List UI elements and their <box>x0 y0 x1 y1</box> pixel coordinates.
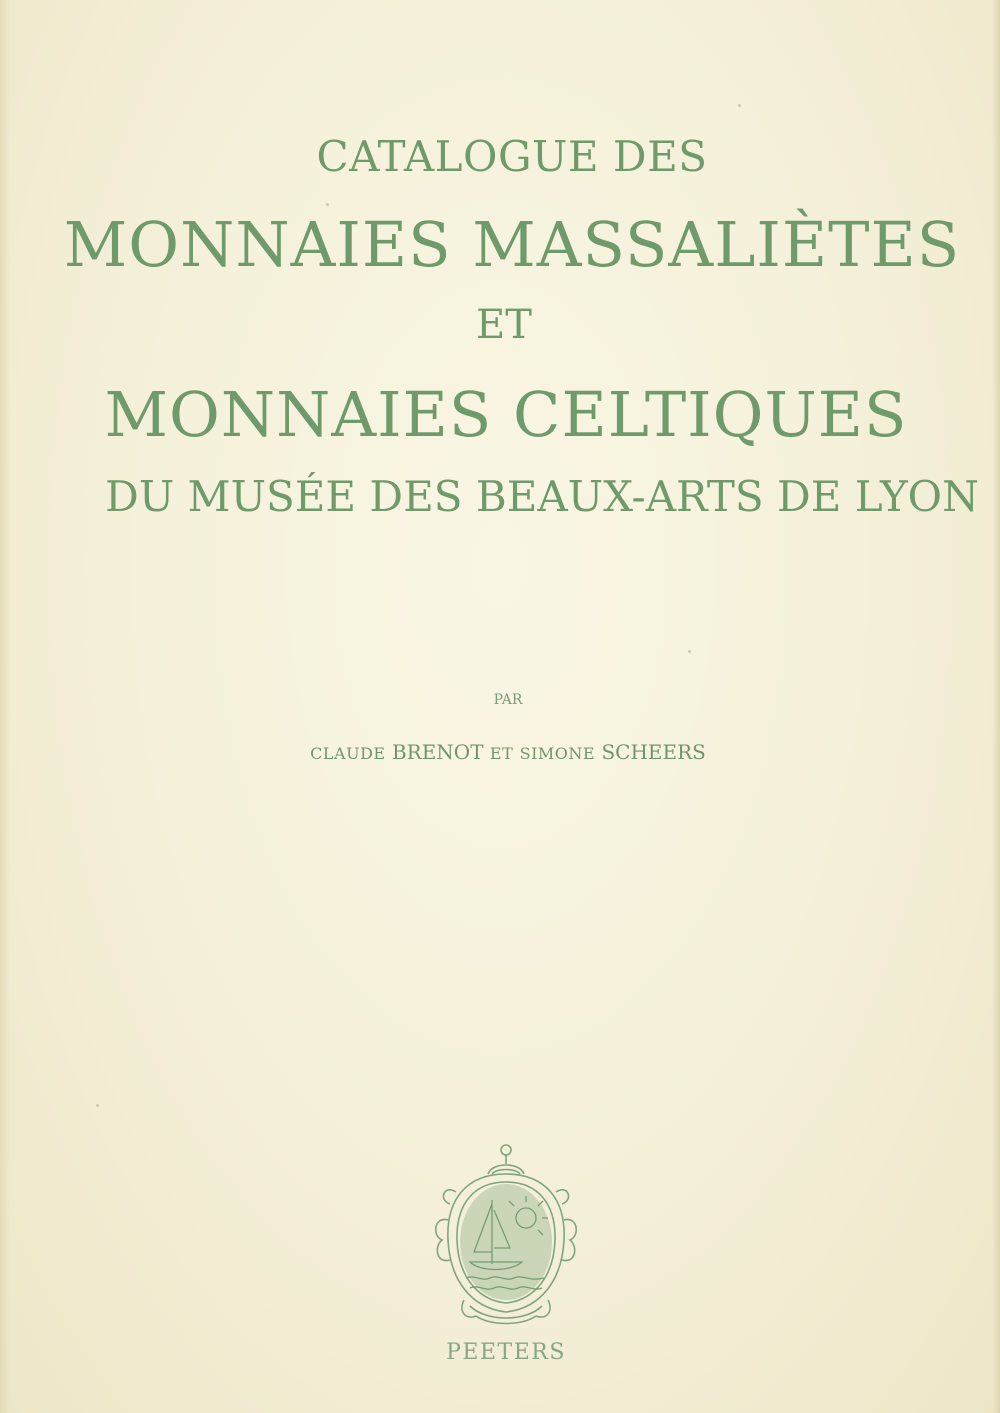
author2-first-name: SIMONE <box>519 744 596 763</box>
author1-first-name: CLAUDE <box>310 744 386 763</box>
title-line-massalietes: MONNAIES MASSALIÈTES <box>63 208 961 281</box>
publisher-name: PEETERS <box>446 1340 566 1365</box>
byline-conjunction: ET <box>489 744 514 763</box>
publisher-emblem-icon <box>426 1140 586 1330</box>
title-line-musee: DU MUSÉE DES BEAUX-ARTS DE LYON <box>105 472 979 521</box>
paper-speck <box>688 650 691 653</box>
byline-par: PAR <box>493 692 523 708</box>
title-line-et: ET <box>476 302 532 348</box>
paper-speck <box>96 1104 99 1107</box>
title-line-celtiques: MONNAIES CELTIQUES <box>104 378 908 451</box>
paper-speck <box>738 104 741 107</box>
title-line-catalogue: CATALOGUE DES <box>316 132 708 181</box>
paper-speck <box>326 203 329 206</box>
author2-last-name: SCHEERS <box>601 740 706 764</box>
byline-authors <box>8 740 1000 764</box>
author1-last-name: BRENOT <box>391 740 484 764</box>
